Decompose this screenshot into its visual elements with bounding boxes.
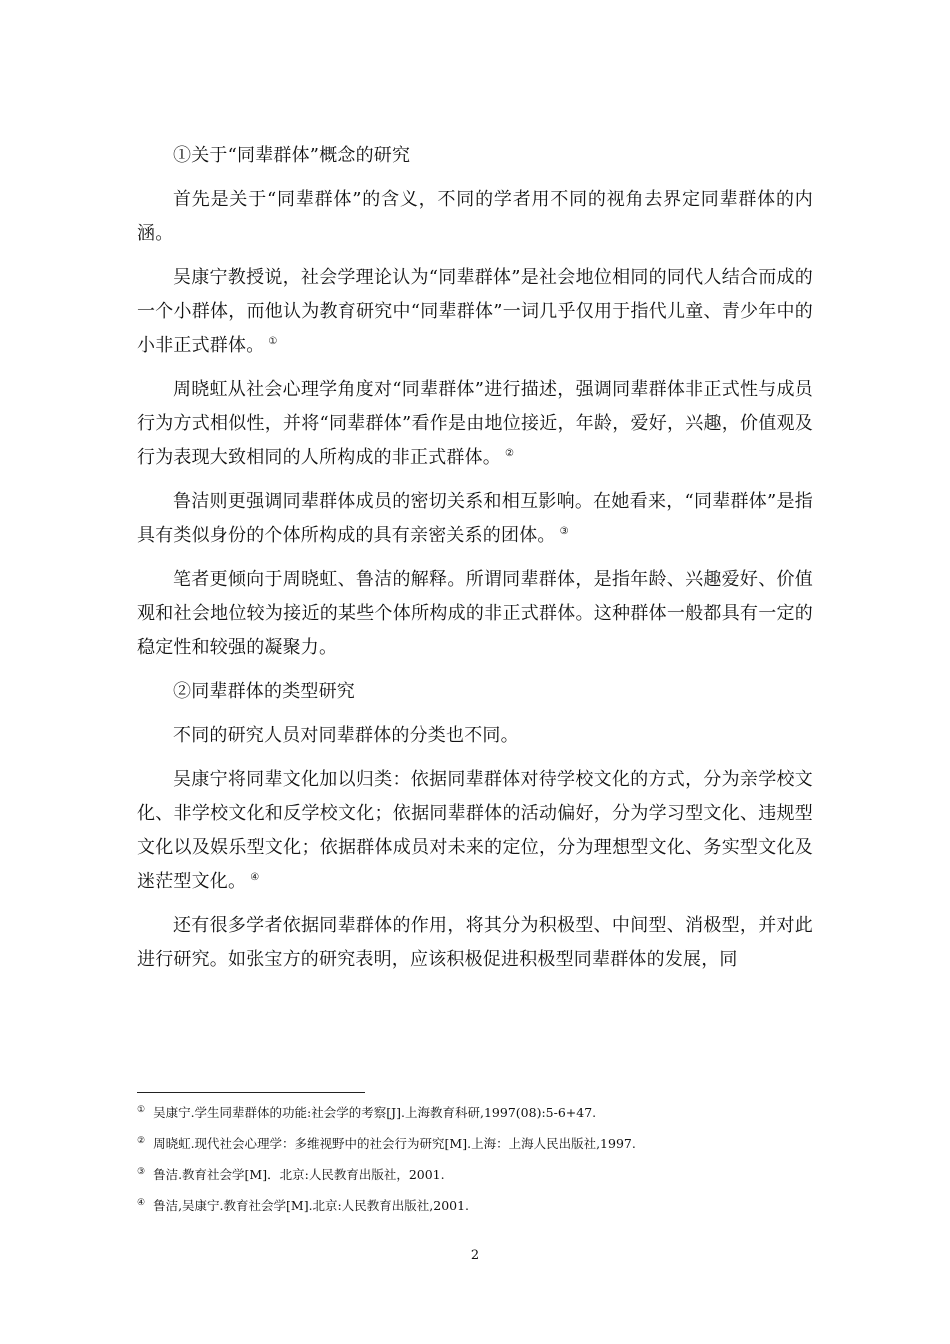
paragraph-text: ①关于“同辈群体”概念的研究 xyxy=(173,145,411,166)
section-heading-concept xyxy=(137,139,813,173)
footnote-reference[interactable]: ④ xyxy=(250,872,260,883)
body-text xyxy=(137,139,813,987)
paragraph-text: 吴康宁教授说，社会学理论认为“同辈群体”是社会地位相同的同代人结合而成的一个小群体，而他认为教育研究中“同辈群体”一词几乎仅用于指代儿童、青少年中的小非正式群体。 xyxy=(137,267,813,356)
paragraph xyxy=(137,719,813,753)
footnotes xyxy=(137,1092,813,1227)
footnote-text: 鲁洁,吴康宁.教育社会学[M].北京:人民教育出版社,2001. xyxy=(153,1198,470,1213)
paragraph-text: 首先是关于“同辈群体”的含义，不同的学者用不同的视角去界定同辈群体的内涵。 xyxy=(137,189,813,244)
footnote-divider xyxy=(137,1092,365,1093)
footnote-mark: ③ xyxy=(137,1166,146,1177)
page-number: 2 xyxy=(470,1248,480,1263)
paragraph-text: ②同辈群体的类型研究 xyxy=(173,681,355,702)
paragraph-text: 周晓虹从社会心理学角度对“同辈群体”进行描述，强调同辈群体非正式性与成员行为方式相似性，并将“同辈群体”看作是由地位接近，年龄，爱好，兴趣，价值观及行为表现大致相同的人所构成的非正式群体。 xyxy=(137,379,813,468)
footnote-mark: ④ xyxy=(137,1197,146,1208)
section-heading-types xyxy=(137,675,813,709)
footnote xyxy=(137,1103,813,1122)
footnote xyxy=(137,1165,813,1184)
footnote-reference[interactable]: ① xyxy=(268,336,278,347)
paragraph xyxy=(137,485,813,553)
paragraph xyxy=(137,563,813,665)
paragraph-text: 不同的研究人员对同辈群体的分类也不同。 xyxy=(173,725,519,746)
paragraph-text: 还有很多学者依据同辈群体的作用，将其分为积极型、中间型、消极型，并对此进行研究。如张宝方的研究表明，应该积极促进积极型同辈群体的发展，同 xyxy=(137,915,813,970)
footnote-text: 周晓虹.现代社会心理学：多维视野中的社会行为研究[M].上海：上海人民出版社,1997. xyxy=(153,1136,636,1151)
footnote-reference[interactable]: ③ xyxy=(559,526,569,537)
footnote-text: 吴康宁.学生同辈群体的功能:社会学的考察[J].上海教育科研,1997(08):5-6+47. xyxy=(153,1105,597,1120)
paragraph xyxy=(137,261,813,363)
paragraph xyxy=(137,909,813,977)
footnote xyxy=(137,1196,813,1215)
paragraph-text: 笔者更倾向于周晓虹、鲁洁的解释。所谓同辈群体，是指年龄、兴趣爱好、价值观和社会地位较为接近的某些个体所构成的非正式群体。这种群体一般都具有一定的稳定性和较强的凝聚力。 xyxy=(137,569,813,658)
footnote-reference[interactable]: ② xyxy=(505,448,515,459)
paragraph xyxy=(137,763,813,899)
paragraph xyxy=(137,183,813,251)
paragraph-text: 鲁洁则更强调同辈群体成员的密切关系和相互影响。在她看来，“同辈群体”是指具有类似身份的个体所构成的具有亲密关系的团体。 xyxy=(137,491,813,546)
footnote-mark: ② xyxy=(137,1135,146,1146)
paragraph-text: 吴康宁将同辈文化加以归类：依据同辈群体对待学校文化的方式，分为亲学校文化、非学校文化和反学校文化；依据同辈群体的活动偏好，分为学习型文化、违规型文化以及娱乐型文化；依据群体成员对未来的定位，分为理想型文化、务实型文化及迷茫型文化。 xyxy=(137,769,813,892)
paragraph xyxy=(137,373,813,475)
footnote-mark: ① xyxy=(137,1104,146,1115)
footnote xyxy=(137,1134,813,1153)
footnote-text: 鲁洁.教育社会学[M]．北京:人民教育出版社，2001. xyxy=(153,1167,445,1182)
